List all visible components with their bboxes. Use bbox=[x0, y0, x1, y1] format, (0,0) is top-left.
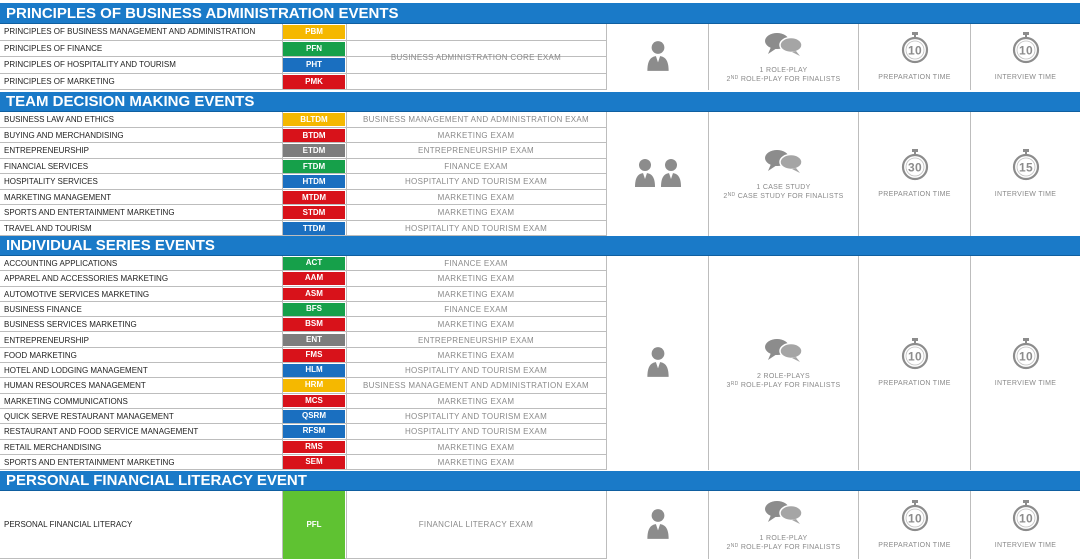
event-code-badge: PMK bbox=[283, 75, 345, 89]
event-code-badge: PHT bbox=[283, 58, 345, 72]
event-code-badge: SEM bbox=[283, 456, 345, 469]
format-line-2 bbox=[727, 75, 841, 84]
event-name: FINANCIAL SERVICES bbox=[4, 161, 89, 171]
format-line-2-ordinal: ND bbox=[727, 191, 736, 198]
svg-text:30: 30 bbox=[907, 160, 922, 175]
event-code-badge: QSRM bbox=[283, 410, 345, 423]
exam-name: MARKETING EXAM bbox=[437, 396, 515, 406]
exam-name: MARKETING EXAM bbox=[437, 192, 515, 202]
chat-bubbles-icon bbox=[763, 148, 805, 177]
interview-time-cell bbox=[971, 112, 1080, 236]
event-code-badge: RMS bbox=[283, 441, 345, 454]
event-code-badge: BLTDM bbox=[283, 113, 345, 126]
event-row bbox=[0, 302, 606, 317]
event-code-badge: PFL bbox=[283, 491, 345, 559]
event-row bbox=[0, 491, 606, 559]
event-name: ENTREPRENEURSHIP bbox=[4, 335, 89, 345]
event-name: FOOD MARKETING bbox=[4, 350, 77, 360]
chat-bubbles-icon bbox=[763, 31, 805, 60]
event-row bbox=[0, 424, 606, 439]
format-cell bbox=[709, 491, 858, 559]
event-row bbox=[0, 378, 606, 393]
event-name: ACCOUNTING APPLICATIONS bbox=[4, 259, 118, 268]
grid-divider bbox=[282, 491, 283, 559]
exam-name: ENTREPRENEURSHIP EXAM bbox=[418, 335, 534, 345]
chat-bubbles-icon bbox=[763, 337, 805, 366]
event-row bbox=[0, 190, 606, 206]
exam-name: MARKETING EXAM bbox=[437, 274, 515, 284]
participants-cell bbox=[607, 24, 708, 90]
participants-cell bbox=[607, 491, 708, 559]
exam-name: MARKETING EXAM bbox=[437, 442, 515, 452]
exam-name: MARKETING EXAM bbox=[437, 130, 515, 140]
event-name: BUSINESS FINANCE bbox=[4, 304, 82, 314]
event-name: BUSINESS SERVICES MARKETING bbox=[4, 320, 137, 330]
event-code-badge: BSM bbox=[283, 318, 345, 331]
event-row bbox=[0, 363, 606, 378]
format-cell bbox=[709, 256, 858, 470]
format-line-1: 1 ROLE-PLAY bbox=[759, 66, 808, 74]
event-row bbox=[0, 205, 606, 221]
interview-time-cell bbox=[971, 24, 1080, 90]
format-line-1: 1 CASE STUDY bbox=[756, 183, 811, 191]
two-people-icon bbox=[633, 157, 683, 192]
format-line-2-number: 2 bbox=[726, 543, 731, 551]
exam-name: HOSPITALITY AND TOURISM EXAM bbox=[404, 427, 548, 437]
event-row bbox=[0, 287, 606, 302]
event-name: BUSINESS LAW AND ETHICS bbox=[4, 115, 114, 124]
event-row bbox=[0, 317, 606, 332]
event-name: PERSONAL FINANCIAL LITERACY bbox=[4, 520, 133, 529]
svg-text:10: 10 bbox=[1018, 349, 1033, 364]
timer-icon bbox=[1011, 32, 1041, 67]
format-line-2-number: 2 bbox=[723, 192, 728, 200]
event-row bbox=[0, 256, 606, 271]
timer-icon bbox=[900, 32, 930, 67]
preparation-time-label: PREPARATION TIME bbox=[878, 542, 951, 549]
event-name: PRINCIPLES OF MARKETING bbox=[4, 76, 115, 86]
preparation-time-cell bbox=[859, 24, 970, 90]
exam-name: MARKETING EXAM bbox=[437, 320, 515, 330]
grid-divider bbox=[282, 256, 283, 470]
format-line-2 bbox=[727, 543, 841, 552]
event-name: MARKETING COMMUNICATIONS bbox=[4, 396, 128, 406]
core-exam-cell: BUSINESS ADMINISTRATION CORE EXAM bbox=[390, 52, 562, 62]
event-name: HUMAN RESOURCES MANAGEMENT bbox=[4, 381, 146, 391]
event-row bbox=[0, 221, 606, 237]
event-row bbox=[0, 128, 606, 144]
participants-cell bbox=[607, 112, 708, 236]
event-code-badge: STDM bbox=[283, 206, 345, 219]
event-code-badge: PFN bbox=[283, 42, 345, 56]
exam-name: HOSPITALITY AND TOURISM EXAM bbox=[404, 366, 548, 376]
event-name: RETAIL MERCHANDISING bbox=[4, 442, 102, 452]
interview-time-label: INTERVIEW TIME bbox=[994, 191, 1057, 198]
format-line-2-number: 3 bbox=[726, 381, 731, 389]
event-code-badge: FTDM bbox=[283, 160, 345, 173]
svg-text:15: 15 bbox=[1018, 160, 1033, 175]
grid-divider bbox=[346, 112, 347, 236]
format-line-2-ordinal: ND bbox=[730, 542, 739, 549]
event-name: TRAVEL AND TOURISM bbox=[4, 223, 92, 233]
section-header: PRINCIPLES OF BUSINESS ADMINISTRATION EVENTS bbox=[0, 3, 1080, 24]
event-name: ENTREPRENEURSHIP bbox=[4, 146, 89, 155]
preparation-time-cell bbox=[859, 112, 970, 236]
timer-icon bbox=[1011, 149, 1041, 184]
format-line-2 bbox=[727, 381, 841, 390]
event-row bbox=[0, 159, 606, 175]
event-row bbox=[0, 455, 606, 470]
event-name: MARKETING MANAGEMENT bbox=[4, 192, 112, 202]
exam-name: MARKETING EXAM bbox=[437, 350, 515, 360]
event-code-badge: HRM bbox=[283, 379, 345, 392]
format-line-2-number: 2 bbox=[726, 75, 731, 83]
event-row bbox=[0, 112, 606, 128]
grid-divider bbox=[346, 491, 347, 559]
exam-name: MARKETING EXAM bbox=[437, 208, 515, 217]
event-row bbox=[0, 348, 606, 363]
event-row bbox=[0, 333, 606, 348]
event-code-badge: BTDM bbox=[283, 129, 345, 142]
event-code-badge: MCS bbox=[283, 395, 345, 408]
event-name: BUYING AND MERCHANDISING bbox=[4, 130, 124, 140]
grid-divider bbox=[346, 24, 347, 90]
exam-name: HOSPITALITY AND TOURISM EXAM bbox=[404, 177, 548, 186]
format-line-1: 1 ROLE-PLAY bbox=[759, 534, 808, 542]
exam-name: BUSINESS MANAGEMENT AND ADMINISTRATION EXAM bbox=[363, 381, 589, 391]
exam-name: FINANCE EXAM bbox=[444, 304, 508, 314]
format-line-2-text: CASE STUDY FOR FINALISTS bbox=[735, 192, 844, 200]
single-person-icon bbox=[645, 345, 671, 382]
exam-name: FINANCE EXAM bbox=[444, 161, 508, 171]
svg-text:10: 10 bbox=[907, 511, 922, 526]
timer-icon bbox=[900, 500, 930, 535]
timer-icon bbox=[1011, 338, 1041, 373]
chat-bubbles-icon bbox=[763, 499, 805, 528]
event-code-badge: FMS bbox=[283, 349, 345, 362]
event-row bbox=[0, 409, 606, 424]
event-name: PRINCIPLES OF BUSINESS MANAGEMENT AND ADMINISTRATION bbox=[4, 27, 256, 36]
interview-time-label: INTERVIEW TIME bbox=[994, 74, 1057, 81]
event-name: QUICK SERVE RESTAURANT MANAGEMENT bbox=[4, 412, 174, 421]
format-line-2-text: ROLE-PLAY FOR FINALISTS bbox=[738, 381, 841, 389]
exam-name: ENTREPRENEURSHIP EXAM bbox=[418, 146, 534, 155]
interview-time-cell bbox=[971, 491, 1080, 559]
interview-time-label: INTERVIEW TIME bbox=[994, 542, 1057, 549]
event-code-badge: PBM bbox=[283, 25, 345, 39]
event-code-badge: ACT bbox=[283, 257, 345, 270]
interview-time-label: INTERVIEW TIME bbox=[994, 380, 1057, 388]
event-row bbox=[0, 271, 606, 286]
event-row bbox=[0, 143, 606, 159]
exam-name: HOSPITALITY AND TOURISM EXAM bbox=[404, 412, 548, 421]
event-code-badge: ETDM bbox=[283, 144, 345, 157]
format-line-2-text: ROLE-PLAY FOR FINALISTS bbox=[738, 75, 841, 83]
event-name: RESTAURANT AND FOOD SERVICE MANAGEMENT bbox=[4, 427, 199, 437]
event-code-badge: RFSM bbox=[283, 425, 345, 438]
event-code-badge: ASM bbox=[283, 288, 345, 301]
exam-name: MARKETING EXAM bbox=[437, 457, 515, 467]
grid-divider bbox=[282, 112, 283, 236]
grid-divider bbox=[346, 256, 347, 470]
grid-divider bbox=[282, 24, 283, 90]
single-person-icon bbox=[645, 39, 671, 76]
single-person-icon bbox=[645, 507, 671, 544]
format-cell bbox=[709, 24, 858, 90]
format-cell bbox=[709, 112, 858, 236]
section-header: TEAM DECISION MAKING EVENTS bbox=[0, 92, 1080, 112]
participants-cell bbox=[607, 256, 708, 470]
event-code-badge: MTDM bbox=[283, 191, 345, 204]
event-code-badge: BFS bbox=[283, 303, 345, 316]
event-name: HOSPITALITY SERVICES bbox=[4, 177, 98, 186]
format-line-1: 2 ROLE-PLAYS bbox=[757, 372, 810, 380]
event-name: SPORTS AND ENTERTAINMENT MARKETING bbox=[4, 457, 175, 467]
event-row bbox=[0, 440, 606, 455]
svg-text:10: 10 bbox=[907, 43, 922, 58]
interview-time-cell bbox=[971, 256, 1080, 470]
svg-text:10: 10 bbox=[1018, 43, 1033, 58]
preparation-time-label: PREPARATION TIME bbox=[878, 380, 951, 388]
exam-name: BUSINESS MANAGEMENT AND ADMINISTRATION EXAM bbox=[363, 115, 589, 124]
timer-icon bbox=[900, 338, 930, 373]
event-name: APPAREL AND ACCESSORIES MARKETING bbox=[4, 274, 169, 284]
format-line-2 bbox=[723, 192, 843, 201]
event-code-badge: TTDM bbox=[283, 222, 345, 235]
svg-text:10: 10 bbox=[907, 349, 922, 364]
event-code-badge: HLM bbox=[283, 364, 345, 377]
format-line-2-text: ROLE-PLAY FOR FINALISTS bbox=[738, 543, 841, 551]
event-code-badge: HTDM bbox=[283, 175, 345, 188]
format-line-2-ordinal: RD bbox=[730, 380, 739, 387]
event-name: PRINCIPLES OF FINANCE bbox=[4, 43, 103, 53]
event-row bbox=[0, 394, 606, 409]
event-name: AUTOMOTIVE SERVICES MARKETING bbox=[4, 289, 150, 299]
event-name: PRINCIPLES OF HOSPITALITY AND TOURISM bbox=[4, 60, 176, 69]
event-code-badge: ENT bbox=[283, 334, 345, 347]
section-header: PERSONAL FINANCIAL LITERACY EVENT bbox=[0, 471, 1080, 491]
exam-name: FINANCIAL LITERACY EXAM bbox=[418, 520, 534, 529]
timer-icon bbox=[900, 149, 930, 184]
preparation-time-label: PREPARATION TIME bbox=[878, 74, 951, 81]
preparation-time-cell bbox=[859, 256, 970, 470]
event-name: SPORTS AND ENTERTAINMENT MARKETING bbox=[4, 208, 175, 217]
event-name: HOTEL AND LODGING MANAGEMENT bbox=[4, 366, 148, 376]
format-line-2-ordinal: ND bbox=[730, 74, 739, 81]
event-code-badge: AAM bbox=[283, 272, 345, 285]
section-header: INDIVIDUAL SERIES EVENTS bbox=[0, 236, 1080, 256]
timer-icon bbox=[1011, 500, 1041, 535]
svg-text:10: 10 bbox=[1018, 511, 1033, 526]
exam-name: MARKETING EXAM bbox=[437, 289, 515, 299]
event-row bbox=[0, 174, 606, 190]
exam-name: FINANCE EXAM bbox=[444, 259, 508, 268]
preparation-time-cell bbox=[859, 491, 970, 559]
exam-name: HOSPITALITY AND TOURISM EXAM bbox=[404, 223, 548, 233]
preparation-time-label: PREPARATION TIME bbox=[878, 191, 951, 198]
